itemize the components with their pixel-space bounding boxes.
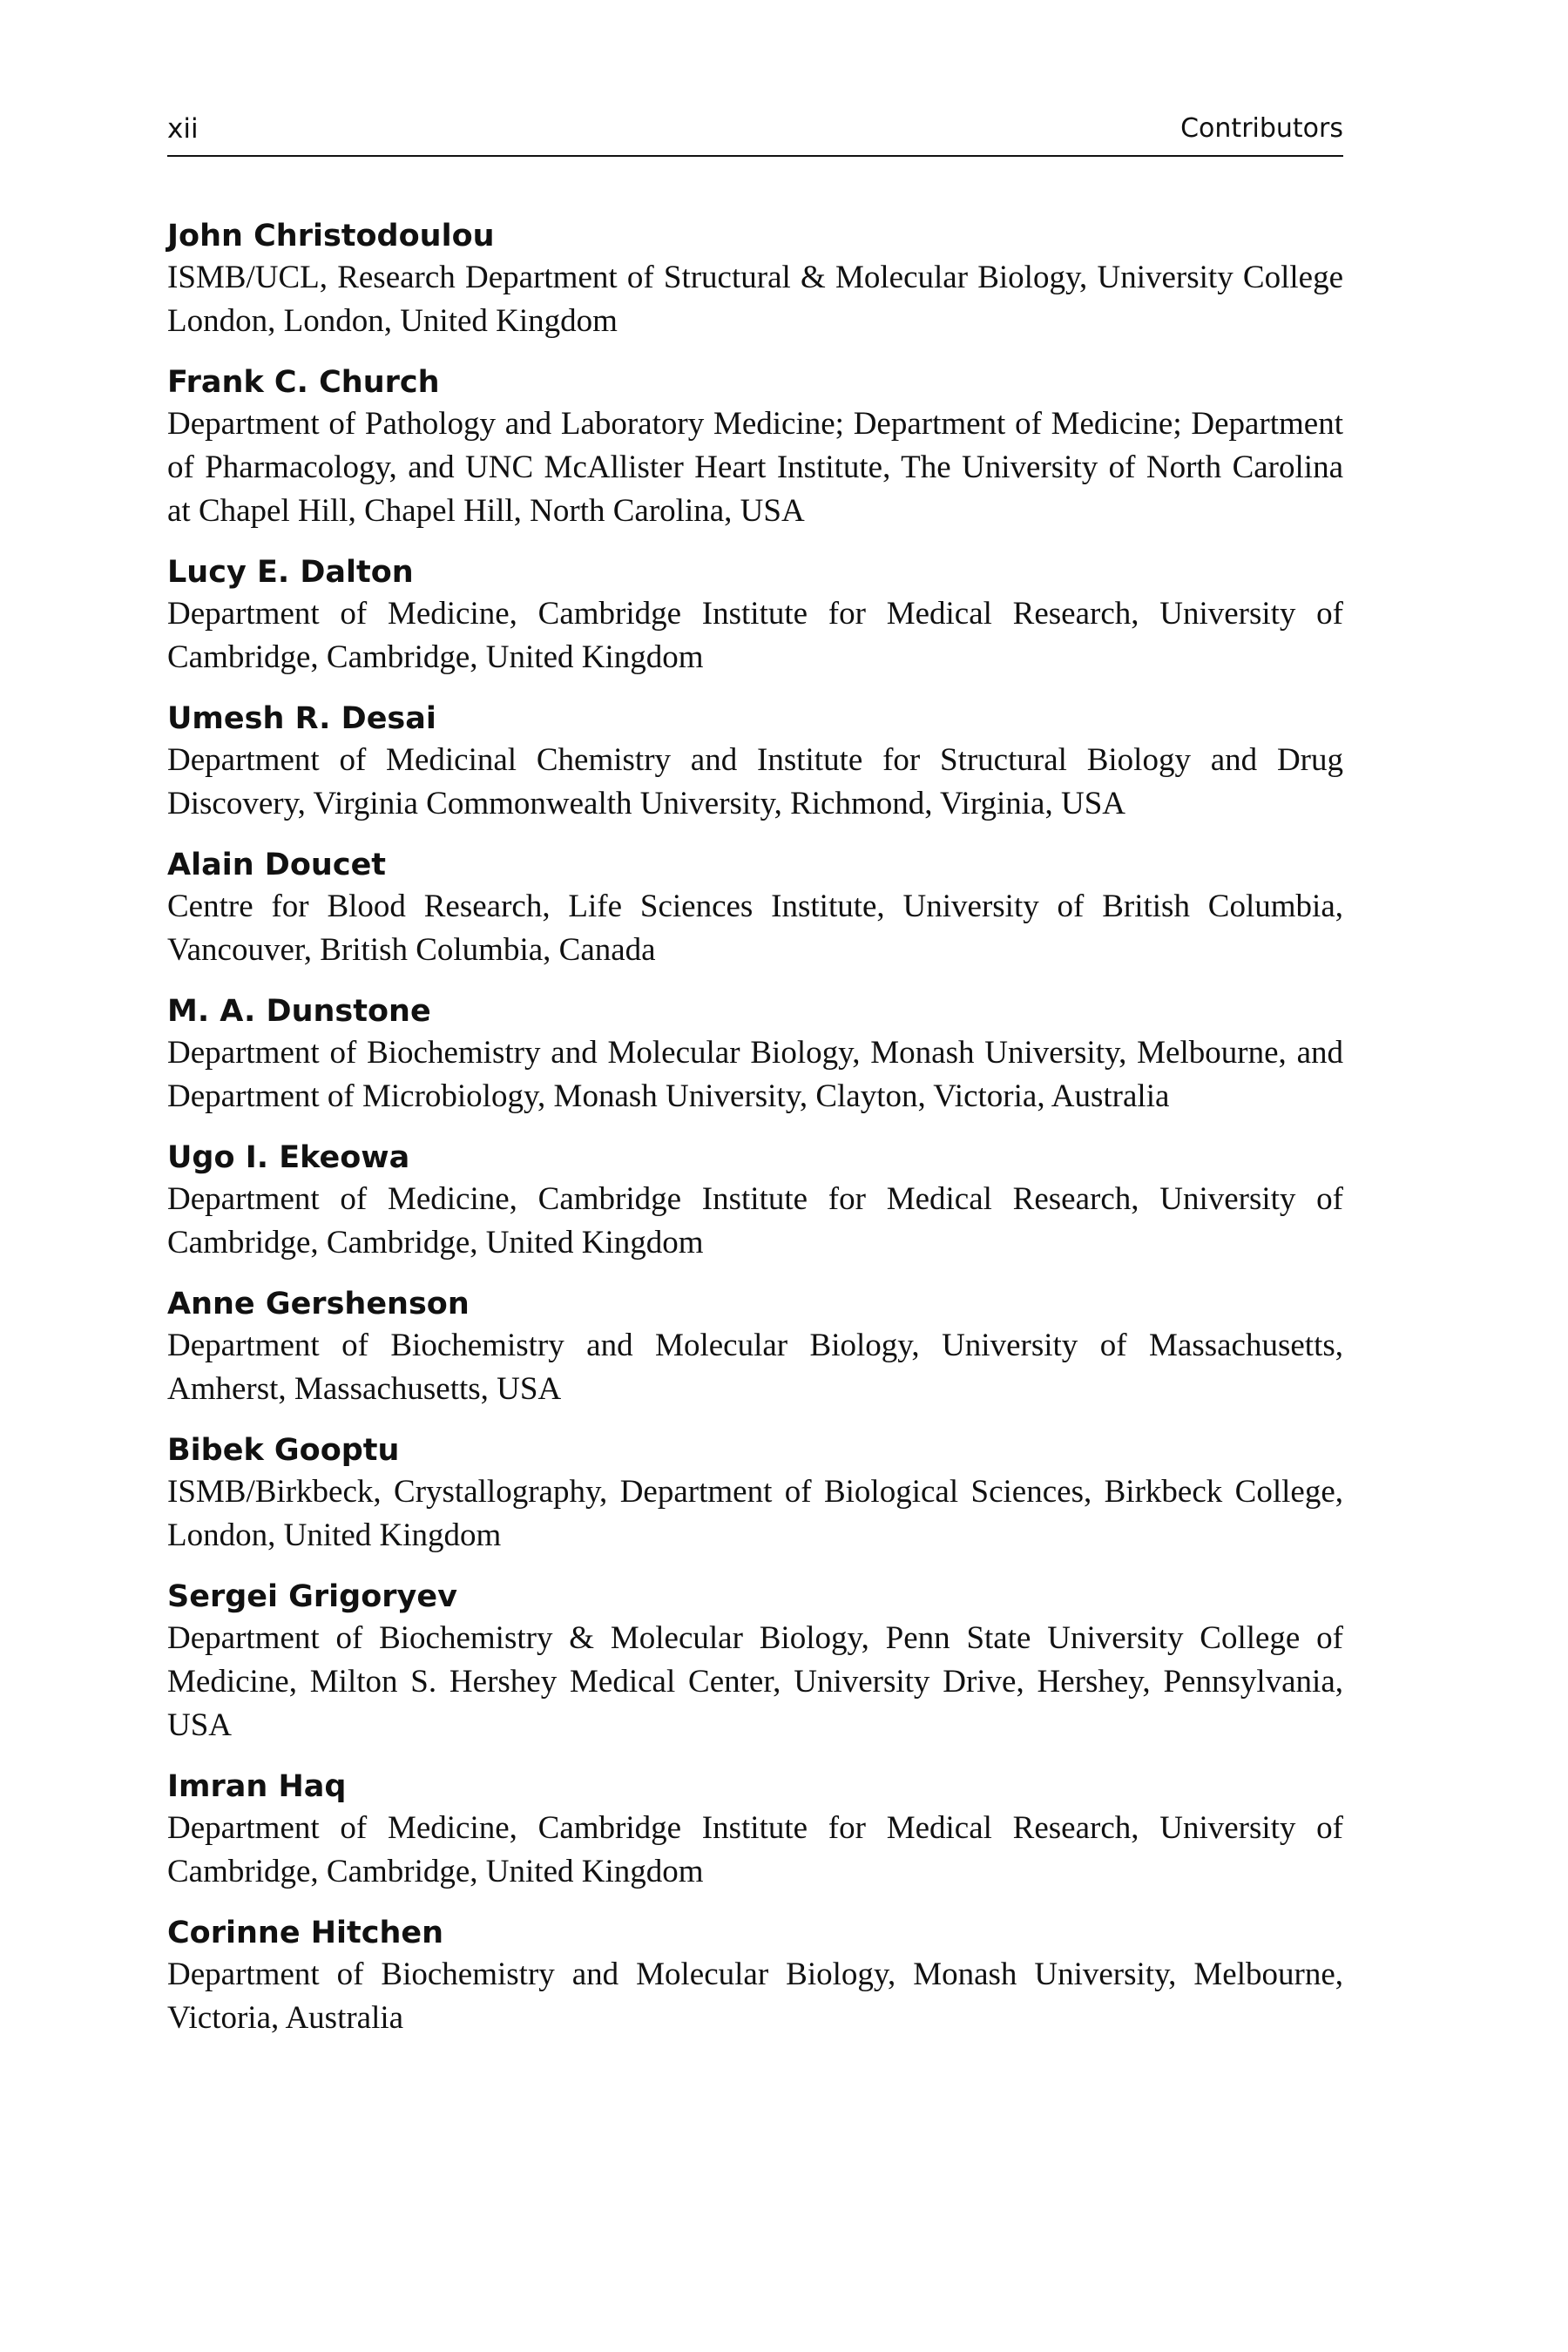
contributor-name: Umesh R. Desai <box>167 701 436 736</box>
section-title: Contributors <box>1180 113 1343 144</box>
contributor-affiliation: Department of Biochemistry and Molecular Biology, Monash University, Melbourne, and Department of Microbiology, Monash University, Clayton, Victoria, Australia <box>167 1035 1343 1114</box>
contributor-name: Frank C. Church <box>167 365 440 400</box>
contributor-entry <box>167 362 1343 533</box>
contributor-affiliation: Department of Medicine, Cambridge Institute for Medical Research, University of Cambridge, Cambridge, United Kingdom <box>167 596 1343 675</box>
contributor-name: Anne Gershenson <box>167 1287 470 1321</box>
contributor-name: Corinne Hitchen <box>167 1916 444 1950</box>
contributor-affiliation: ISMB/Birkbeck, Crystallography, Department of Biological Sciences, Birkbeck College, London, United Kingdom <box>167 1474 1343 1553</box>
contributor-list <box>167 216 1343 2059</box>
contributor-entry <box>167 991 1343 1119</box>
contributor-name: Lucy E. Dalton <box>167 555 414 590</box>
contributor-affiliation: Department of Pathology and Laboratory Medicine; Department of Medicine; Department of Pharmacology, and UNC McAllister Heart Institute, The University of North Carolina at Chapel Hill, Chapel Hill, North Carolina, USA <box>167 406 1343 529</box>
contributor-affiliation: Department of Biochemistry and Molecular Biology, University of Massachusetts, Amherst, Massachusetts, USA <box>167 1328 1343 1407</box>
contributor-entry <box>167 216 1343 343</box>
contributor-name: John Christodoulou <box>167 219 495 253</box>
contributor-name: M. A. Dunstone <box>167 994 431 1029</box>
contributor-entry <box>167 699 1343 826</box>
contributor-entry <box>167 1767 1343 1894</box>
contributor-entry <box>167 1284 1343 1411</box>
contributor-entry <box>167 845 1343 972</box>
contributor-name: Ugo I. Ekeowa <box>167 1140 410 1175</box>
contributor-entry <box>167 1913 1343 2040</box>
contributor-name: Sergei Grigoryev <box>167 1579 457 1614</box>
page-number: xii <box>167 113 199 145</box>
running-header <box>167 112 1343 157</box>
contributor-name: Alain Doucet <box>167 848 387 882</box>
contributor-name: Bibek Gooptu <box>167 1433 400 1468</box>
contributor-affiliation: Department of Biochemistry & Molecular Biology, Penn State University College of Medicine, Milton S. Hershey Medical Center, University Drive, Hershey, Pennsylvania, USA <box>167 1620 1343 1743</box>
contributor-name: Imran Haq <box>167 1769 347 1804</box>
contributor-entry <box>167 1138 1343 1265</box>
contributor-affiliation: Department of Medicine, Cambridge Institute for Medical Research, University of Cambridge, Cambridge, United Kingdom <box>167 1181 1343 1260</box>
contributor-affiliation: Centre for Blood Research, Life Sciences Institute, University of British Columbia, Vancouver, British Columbia, Canada <box>167 889 1343 968</box>
contributor-entry <box>167 1577 1343 1747</box>
contributor-affiliation: ISMB/UCL, Research Department of Structural & Molecular Biology, University College London, London, United Kingdom <box>167 260 1343 339</box>
contributor-entry <box>167 1430 1343 1558</box>
contributor-entry <box>167 552 1343 679</box>
contributor-affiliation: Department of Medicine, Cambridge Institute for Medical Research, University of Cambridge, Cambridge, United Kingdom <box>167 1810 1343 1889</box>
contributor-affiliation: Department of Medicinal Chemistry and Institute for Structural Biology and Drug Discovery, Virginia Commonwealth University, Richmond, Virginia, USA <box>167 742 1343 821</box>
contributor-affiliation: Department of Biochemistry and Molecular Biology, Monash University, Melbourne, Victoria, Australia <box>167 1957 1343 2036</box>
